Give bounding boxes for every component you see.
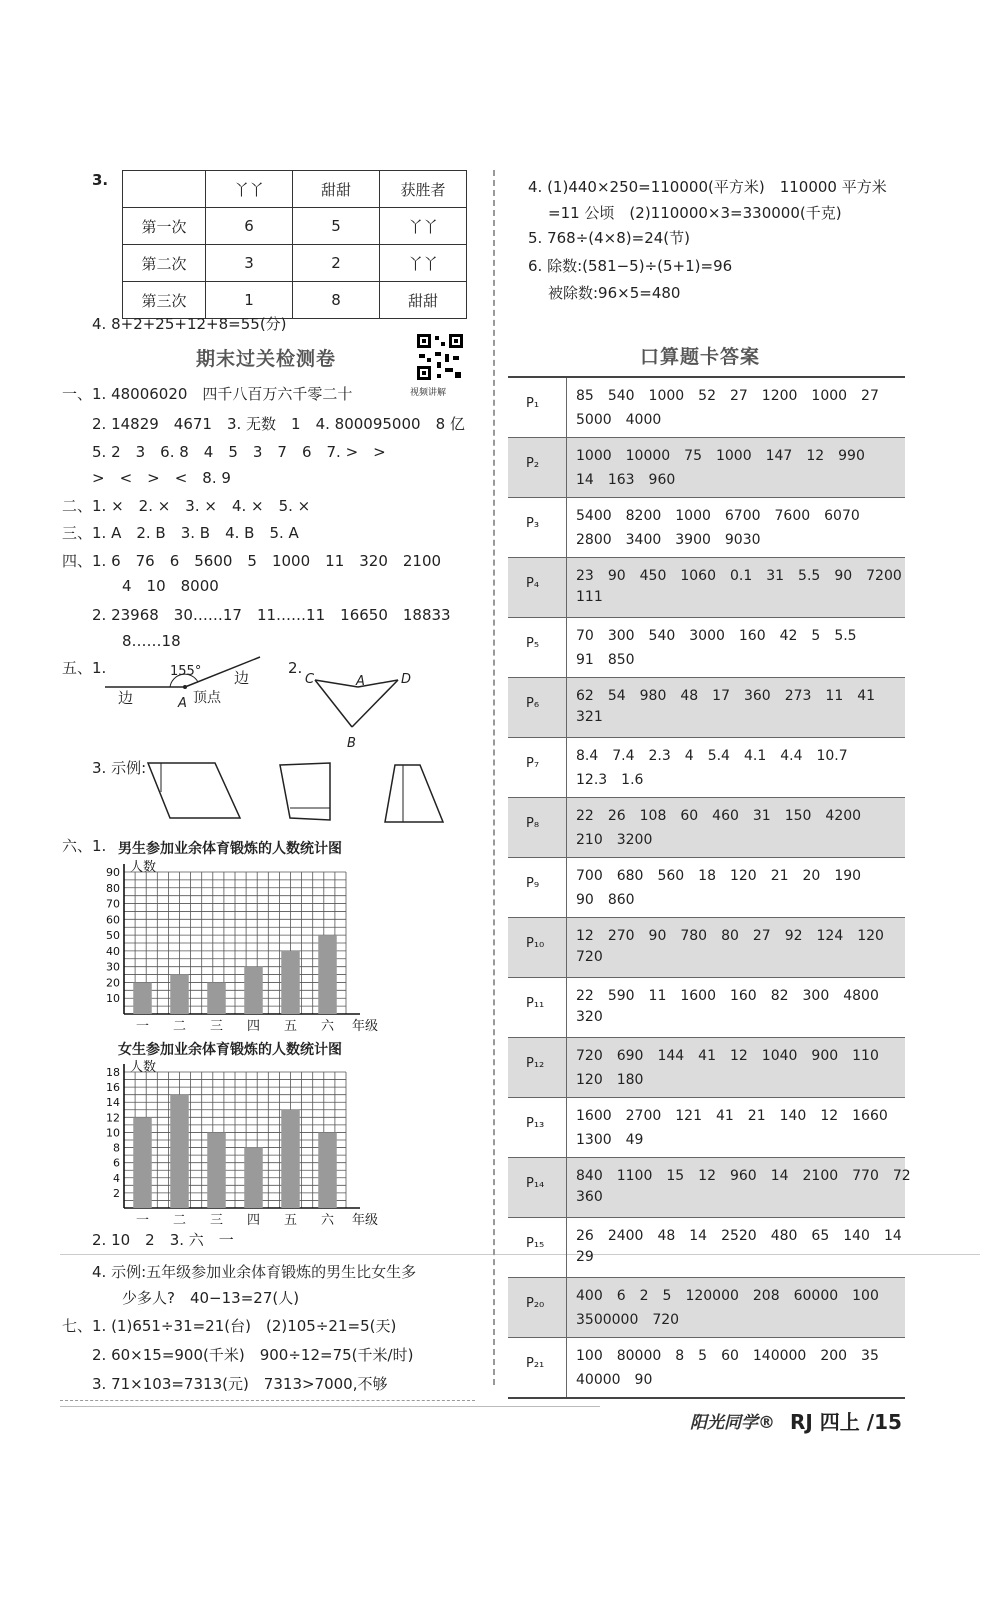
category-label: 六 — [320, 1213, 335, 1228]
page-label — [508, 1038, 567, 1097]
category-label: 五 — [283, 1019, 298, 1034]
page-label-text: P₁₁ — [526, 996, 545, 1011]
qr-label: 视频讲解 — [410, 388, 447, 398]
page-label — [508, 498, 567, 557]
point-label: C — [305, 672, 315, 687]
bar-chart-boys — [96, 858, 396, 1036]
table-row — [123, 208, 467, 245]
row-line: 8.4 7.4 2.3 4 5.4 4.1 4.4 10.7 — [576, 748, 848, 764]
row-line: 29 — [576, 1249, 594, 1265]
side-label: 边 — [118, 689, 134, 707]
table-row — [123, 245, 467, 282]
page-label-text: P₁₅ — [526, 1236, 545, 1251]
category-label: 三 — [209, 1019, 224, 1034]
answer-line: 8……18 — [122, 632, 181, 650]
category-label: 五 — [283, 1213, 298, 1228]
side-label: 边 — [234, 669, 250, 687]
table-row — [508, 498, 905, 558]
page-label — [508, 438, 567, 497]
row-line: 91 850 — [576, 652, 635, 668]
table-row — [508, 918, 905, 978]
answer-line: 2. 10 2 3. 六 一 — [92, 1231, 234, 1249]
tick-label: 10 — [106, 992, 120, 1006]
tick-label: 40 — [106, 944, 120, 958]
table-row — [508, 1278, 905, 1338]
table-row — [508, 618, 905, 678]
table-cell: 3 — [206, 245, 293, 282]
chart-title: 女生参加业余体育锻炼的人数统计图 — [118, 1042, 342, 1058]
row-line: 720 — [576, 949, 603, 965]
answer-line: 4. (1)440×250=110000(平方米) 110000 平方米 — [528, 178, 887, 196]
page-footer: RJ 四上 /15 — [790, 1410, 902, 1434]
x-axis-label: 年级 — [352, 1213, 379, 1228]
page-label — [508, 1218, 567, 1277]
page-label — [508, 1158, 567, 1217]
bar — [207, 982, 226, 1014]
table-cell: 1 — [206, 282, 293, 319]
answer-line: 二、1. × 2. × 3. × 4. × 5. × — [62, 497, 311, 515]
page-label-text: P₂₀ — [526, 1296, 545, 1311]
oral-title: 口算题卡答案 — [640, 346, 761, 368]
row-line: 1600 2700 121 41 21 140 12 1660 — [576, 1108, 888, 1124]
tick-label: 50 — [106, 929, 120, 943]
tick-label: 10 — [106, 1126, 120, 1140]
row-line: 111 — [576, 589, 603, 605]
row-line: 26 2400 48 14 2520 480 65 140 14 — [576, 1228, 902, 1244]
brand-logo: 阳光同学® — [690, 1413, 775, 1433]
table-cell: 丫丫 — [380, 208, 467, 245]
answer-line: 5. 768÷(4×8)=24(节) — [528, 229, 690, 247]
page-label-text: P₃ — [526, 516, 540, 531]
table-cell: 2 — [293, 245, 380, 282]
page-label — [508, 738, 567, 797]
table-row — [508, 378, 905, 438]
answer-line: 3. 71×103=7313(元) 7313>7000,不够 — [92, 1375, 388, 1393]
row-line: 720 690 144 41 12 1040 900 110 — [576, 1048, 879, 1064]
page-label — [508, 1098, 567, 1157]
page-label — [508, 618, 567, 677]
bar — [281, 951, 300, 1014]
page-label — [508, 918, 567, 977]
angle-value: 155° — [170, 664, 202, 679]
answer-line: 三、1. A 2. B 3. B 4. B 5. A — [62, 524, 299, 542]
answer-line: > < > < 8. 9 — [92, 469, 231, 487]
score-table — [122, 170, 467, 319]
table-cell: 丫丫 — [380, 245, 467, 282]
category-label: 二 — [172, 1213, 187, 1228]
page-label-text: P₅ — [526, 636, 540, 651]
answer-line: 少多人? 40−13=27(人) — [122, 1289, 300, 1307]
category-label: 四 — [246, 1213, 261, 1228]
table-cell: 甜甜 — [380, 282, 467, 319]
table-row — [508, 1338, 905, 1397]
category-label: 二 — [172, 1019, 187, 1034]
column-divider — [493, 170, 495, 1385]
tick-label: 8 — [113, 1141, 120, 1155]
page-label — [508, 378, 567, 437]
row-line: 5000 4000 — [576, 412, 662, 428]
row-line: 400 6 2 5 120000 208 60000 100 — [576, 1288, 879, 1304]
bar — [133, 1117, 152, 1208]
page-label-text: P₁₄ — [526, 1176, 545, 1191]
page-label — [508, 798, 567, 857]
table-row — [508, 738, 905, 798]
bar — [207, 1132, 226, 1208]
row-line: 840 1100 15 12 960 14 2100 770 72 — [576, 1168, 911, 1184]
table-row — [508, 1158, 911, 1218]
tick-label: 4 — [113, 1171, 120, 1185]
vertex-label: 顶点 — [193, 690, 221, 706]
table-row — [123, 282, 467, 319]
row-line: 14 163 960 — [576, 472, 676, 488]
question-3-label: 3. — [92, 171, 109, 189]
oral-answer-table — [508, 376, 911, 1399]
tick-label: 80 — [106, 881, 120, 895]
row-line: 12.3 1.6 — [576, 772, 644, 788]
table-cell: 甜甜 — [293, 171, 380, 208]
table-cell: 第三次 — [123, 282, 206, 319]
category-label: 三 — [209, 1213, 224, 1228]
y-axis-label: 人数 — [130, 860, 157, 875]
table-row — [508, 1098, 905, 1158]
table-header-row — [123, 171, 467, 208]
table-cell: 获胜者 — [380, 171, 467, 208]
page-label — [508, 1278, 567, 1337]
qr-code-icon[interactable] — [415, 332, 465, 382]
footer-rule — [60, 1400, 475, 1401]
row-line: 3500000 720 — [576, 1312, 680, 1328]
question-2-label: 2. — [288, 659, 303, 677]
table-row — [508, 1218, 905, 1278]
section-6-label: 六、1. — [62, 837, 107, 855]
table-cell: 第一次 — [123, 208, 206, 245]
answer-line: 4 10 8000 — [122, 577, 219, 595]
tick-label: 20 — [106, 976, 120, 990]
row-line: 85 540 1000 52 27 1200 1000 27 — [576, 388, 879, 404]
category-label: 一 — [135, 1213, 150, 1228]
page-label-text: P₇ — [526, 756, 540, 771]
row-line: 100 80000 8 5 60 140000 200 35 — [576, 1348, 879, 1364]
table-cell — [123, 171, 206, 208]
page-label-text: P₂ — [526, 456, 540, 471]
row-line: 40000 90 — [576, 1372, 653, 1388]
row-line: 70 300 540 3000 160 42 5 5.5 — [576, 628, 857, 644]
page-label — [508, 858, 567, 917]
bar — [318, 1132, 337, 1208]
point-label: A — [178, 696, 187, 711]
page-label-text: P₂₁ — [526, 1356, 545, 1371]
category-label: 四 — [246, 1019, 261, 1034]
table-row — [508, 798, 905, 858]
page-label-text: P₁₂ — [526, 1056, 545, 1071]
page-label-text: P₈ — [526, 816, 540, 831]
table-cell: 5 — [293, 208, 380, 245]
table-cell: 8 — [293, 282, 380, 319]
answer-line: 6. 除数:(581−5)÷(5+1)=96 — [528, 257, 733, 275]
answer-line: =11 公顷 (2)110000×3=330000(千克) — [548, 204, 842, 222]
answer-line: 四、1. 6 76 6 5600 5 1000 11 320 2100 — [62, 552, 442, 570]
answer-line: 5. 2 3 6. 8 4 5 3 7 6 7. > > — [92, 443, 386, 461]
row-line: 700 680 560 18 120 21 20 190 — [576, 868, 862, 884]
bar — [281, 1110, 300, 1208]
table-cell: 第二次 — [123, 245, 206, 282]
row-line: 320 — [576, 1009, 603, 1025]
perpendicular-figure — [300, 665, 410, 745]
row-line: 2800 3400 3900 9030 — [576, 532, 761, 548]
row-line: 321 — [576, 709, 603, 725]
page-label — [508, 978, 567, 1037]
tick-label: 12 — [106, 1111, 120, 1125]
section-5-label: 五、1. — [62, 659, 107, 677]
row-line: 360 — [576, 1189, 603, 1205]
row-line: 22 26 108 60 460 31 150 4200 — [576, 808, 862, 824]
page-label — [508, 1338, 567, 1397]
tick-label: 60 — [106, 913, 120, 927]
table-row — [508, 978, 905, 1038]
table-cell: 6 — [206, 208, 293, 245]
answer-line: 2. 14829 4671 3. 无数 1 4. 800095000 8 亿 — [92, 415, 465, 433]
category-label: 六 — [320, 1019, 335, 1034]
tick-label: 30 — [106, 960, 120, 974]
shape-figures — [145, 760, 465, 825]
answer-line: 一、1. 48006020 四千八百万六千零二十 — [62, 385, 353, 403]
answer-line: 2. 23968 30……17 11……11 16650 18833 — [92, 606, 451, 624]
bar — [244, 967, 263, 1014]
category-label: 一 — [135, 1019, 150, 1034]
point-label: A — [356, 674, 365, 689]
row-line: 120 180 — [576, 1072, 644, 1088]
tick-label: 2 — [113, 1186, 120, 1200]
answer-line: 2. 60×15=900(千米) 900÷12=75(千米/时) — [92, 1346, 414, 1364]
page-label-text: P₁₀ — [526, 936, 545, 951]
row-line: 62 54 980 48 17 360 273 11 41 — [576, 688, 876, 704]
bar-chart-girls — [96, 1058, 396, 1230]
tick-label: 16 — [106, 1081, 120, 1095]
answer-line: 七、1. (1)651÷31=21(台) (2)105÷21=5(天) — [62, 1317, 397, 1335]
point-label: B — [347, 736, 356, 751]
footer-rule — [60, 1406, 600, 1407]
table-row — [508, 858, 905, 918]
bar — [133, 982, 152, 1014]
question-4: 4. 8+2+25+12+8=55(分) — [92, 315, 287, 333]
table-row — [508, 1038, 905, 1098]
tick-label: 14 — [106, 1096, 120, 1110]
row-line: 5400 8200 1000 6700 7600 6070 — [576, 508, 860, 524]
page-label-text: P₁₃ — [526, 1116, 545, 1131]
table-row — [508, 678, 905, 738]
table-row — [508, 438, 905, 498]
exam-title: 期末过关检测卷 — [196, 348, 337, 370]
bar — [318, 935, 337, 1014]
row-line: 12 270 90 780 80 27 92 124 120 — [576, 928, 884, 944]
row-line: 210 3200 — [576, 832, 653, 848]
tick-label: 6 — [113, 1156, 120, 1170]
page-label — [508, 678, 567, 737]
row-line: 90 860 — [576, 892, 635, 908]
bar — [170, 975, 189, 1014]
bar — [244, 1148, 263, 1208]
example-3-label: 3. 示例: — [92, 759, 147, 777]
page-label-text: P₁ — [526, 396, 540, 411]
page-label-text: P₆ — [526, 696, 540, 711]
tick-label: 90 — [106, 866, 120, 879]
x-axis-label: 年级 — [352, 1019, 379, 1034]
point-label: D — [401, 672, 412, 687]
chart-title: 男生参加业余体育锻炼的人数统计图 — [118, 841, 342, 857]
page-label-text: P₄ — [526, 576, 540, 591]
answer-line: 被除数:96×5=480 — [548, 284, 681, 302]
tick-label: 70 — [106, 897, 120, 911]
row-line: 1000 10000 75 1000 147 12 990 — [576, 448, 865, 464]
answer-line: 4. 示例:五年级参加业余体育锻炼的男生比女生多 — [92, 1263, 417, 1281]
table-cell: 丫丫 — [206, 171, 293, 208]
bar — [170, 1095, 189, 1208]
y-axis-label: 人数 — [130, 1060, 157, 1075]
table-row — [508, 558, 905, 618]
row-line: 23 90 450 1060 0.1 31 5.5 90 7200 — [576, 568, 902, 584]
page-label — [508, 558, 567, 617]
row-line: 1300 49 — [576, 1132, 644, 1148]
tick-label: 18 — [106, 1066, 120, 1079]
page-label-text: P₉ — [526, 876, 540, 891]
row-line: 22 590 11 1600 160 82 300 4800 — [576, 988, 879, 1004]
